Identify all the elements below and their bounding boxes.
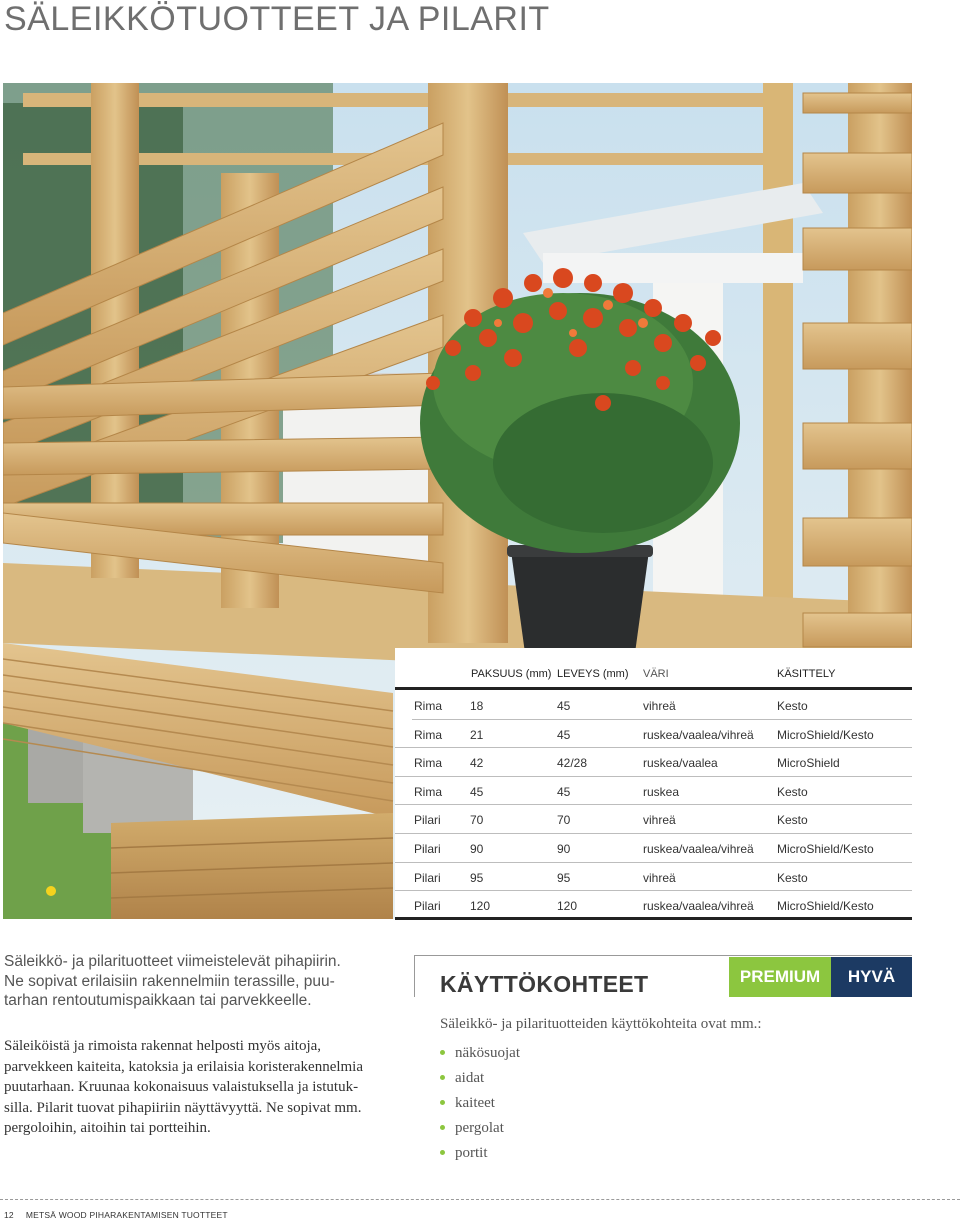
cell-kasittely: Kesto	[777, 813, 808, 828]
list-item	[440, 1090, 520, 1115]
cell-vari: ruskea/vaalea/vihreä	[643, 727, 754, 742]
list-item-label: pergolat	[455, 1119, 504, 1136]
cell-name: Pilari	[414, 899, 441, 914]
cell-leveys: 70	[557, 813, 571, 828]
table-row	[395, 805, 912, 834]
list-item	[440, 1115, 520, 1140]
cell-paksuus: 18	[470, 699, 484, 713]
page-title: SÄLEIKKÖTUOTTEET JA PILARIT	[4, 0, 550, 38]
cell-kasittely: MicroShield/Kesto	[777, 842, 874, 856]
header-vari: VÄRI	[643, 668, 669, 680]
cell-vari: ruskea/vaalea/vihreä	[643, 842, 754, 856]
cell-vari: ruskea/vaalea	[643, 756, 718, 771]
list-item-label: portit	[455, 1144, 488, 1161]
footer	[4, 1210, 228, 1219]
cell-name: Rima	[414, 727, 443, 742]
cell-kasittely: MicroShield/Kesto	[777, 899, 874, 914]
cell-name: Pilari	[414, 870, 441, 885]
spec-table	[395, 648, 912, 919]
cell-paksuus: 90	[470, 842, 484, 856]
usage-list	[440, 1040, 520, 1165]
list-item-label: aidat	[455, 1069, 485, 1086]
intro-line: tarhan rentoutumispaikkaan tai parvekkeelle.	[4, 992, 312, 1009]
cell-leveys: 45	[557, 727, 571, 742]
cell-kasittely: Kesto	[777, 870, 808, 885]
cell-leveys: 95	[557, 870, 571, 885]
body-line: Säleiköistä ja rimoista rakennat helposti myös aitoja,	[4, 1038, 322, 1054]
cell-name: Pilari	[414, 813, 441, 828]
body-line: pergoloihin, aitoihin tai portteihin.	[4, 1120, 211, 1136]
page-number: 12	[4, 1210, 14, 1219]
bullet-icon	[440, 1150, 445, 1155]
cell-paksuus: 70	[470, 813, 484, 828]
cell-vari: ruskea/vaalea/vihreä	[643, 899, 754, 914]
body-line: parvekkeen kaiteita, katoksia ja erilaisia koristerakennelmia	[4, 1058, 364, 1075]
table-row	[395, 891, 912, 920]
cell-vari: vihreä	[643, 699, 676, 713]
cell-leveys: 45	[557, 784, 571, 799]
cell-vari: ruskea	[643, 784, 680, 799]
hyva-badge: HYVÄ	[831, 957, 912, 997]
cell-leveys: 42/28	[557, 756, 588, 771]
table-row	[395, 748, 912, 777]
cell-paksuus: 42	[470, 756, 484, 771]
cell-leveys: 120	[557, 899, 578, 914]
table-header	[395, 662, 912, 690]
cell-paksuus: 95	[470, 870, 484, 885]
bullet-icon	[440, 1050, 445, 1055]
table-row	[395, 720, 912, 749]
cell-leveys: 90	[557, 842, 571, 856]
cell-name: Rima	[414, 756, 443, 771]
body-line: puutarhaan. Kruunaa kokonaisuus valaistuksella ja istutuk-	[4, 1079, 359, 1095]
bullet-icon	[440, 1125, 445, 1130]
body-line: silla. Pilarit tuovat pihapiiriin näyttävyyttä. Ne sopivat mm.	[4, 1099, 362, 1116]
intro-line: Ne sopivat erilaisiin rakennelmiin terassille, puu-	[4, 972, 335, 990]
header-kasittely: KÄSITTELY	[777, 668, 836, 680]
cell-name: Pilari	[414, 842, 441, 856]
intro-text	[4, 952, 394, 1011]
cell-kasittely: Kesto	[777, 699, 808, 713]
cell-paksuus: 45	[470, 784, 484, 799]
cell-vari: vihreä	[643, 870, 676, 885]
cell-vari: vihreä	[643, 813, 676, 828]
cell-name: Rima	[414, 784, 443, 799]
intro-line: Säleikkö- ja pilarituotteet viimeistelevät pihapiirin.	[4, 953, 341, 970]
premium-badge: PREMIUM	[729, 957, 831, 997]
bullet-icon	[440, 1100, 445, 1105]
cell-kasittely: MicroShield	[777, 756, 840, 771]
cell-kasittely: Kesto	[777, 784, 808, 799]
header-paksuus: PAKSUUS (mm)	[471, 668, 552, 680]
cell-name: Rima	[414, 699, 443, 713]
footer-divider	[0, 1199, 960, 1200]
cell-paksuus: 21	[470, 727, 484, 742]
footer-text: METSÄ WOOD PIHARAKENTAMISEN TUOTTEET	[25, 1210, 228, 1219]
list-item	[440, 1140, 520, 1165]
bullet-icon	[440, 1075, 445, 1080]
usage-intro: Säleikkö- ja pilarituotteiden käyttökohteita ovat mm.:	[440, 1016, 762, 1032]
table-row	[395, 834, 912, 863]
body-text	[4, 1036, 396, 1139]
table-row	[395, 863, 912, 892]
table-row	[395, 777, 912, 806]
list-item-label: kaiteet	[455, 1094, 495, 1111]
list-item-label: näkösuojat	[455, 1044, 520, 1061]
list-item	[440, 1065, 520, 1090]
list-item	[440, 1040, 520, 1065]
cell-paksuus: 120	[470, 899, 491, 914]
cell-kasittely: MicroShield/Kesto	[777, 727, 874, 742]
cell-leveys: 45	[557, 699, 571, 713]
table-row	[412, 691, 912, 720]
usage-title: KÄYTTÖKOHTEET	[440, 971, 649, 997]
header-leveys: LEVEYS (mm)	[557, 668, 629, 680]
